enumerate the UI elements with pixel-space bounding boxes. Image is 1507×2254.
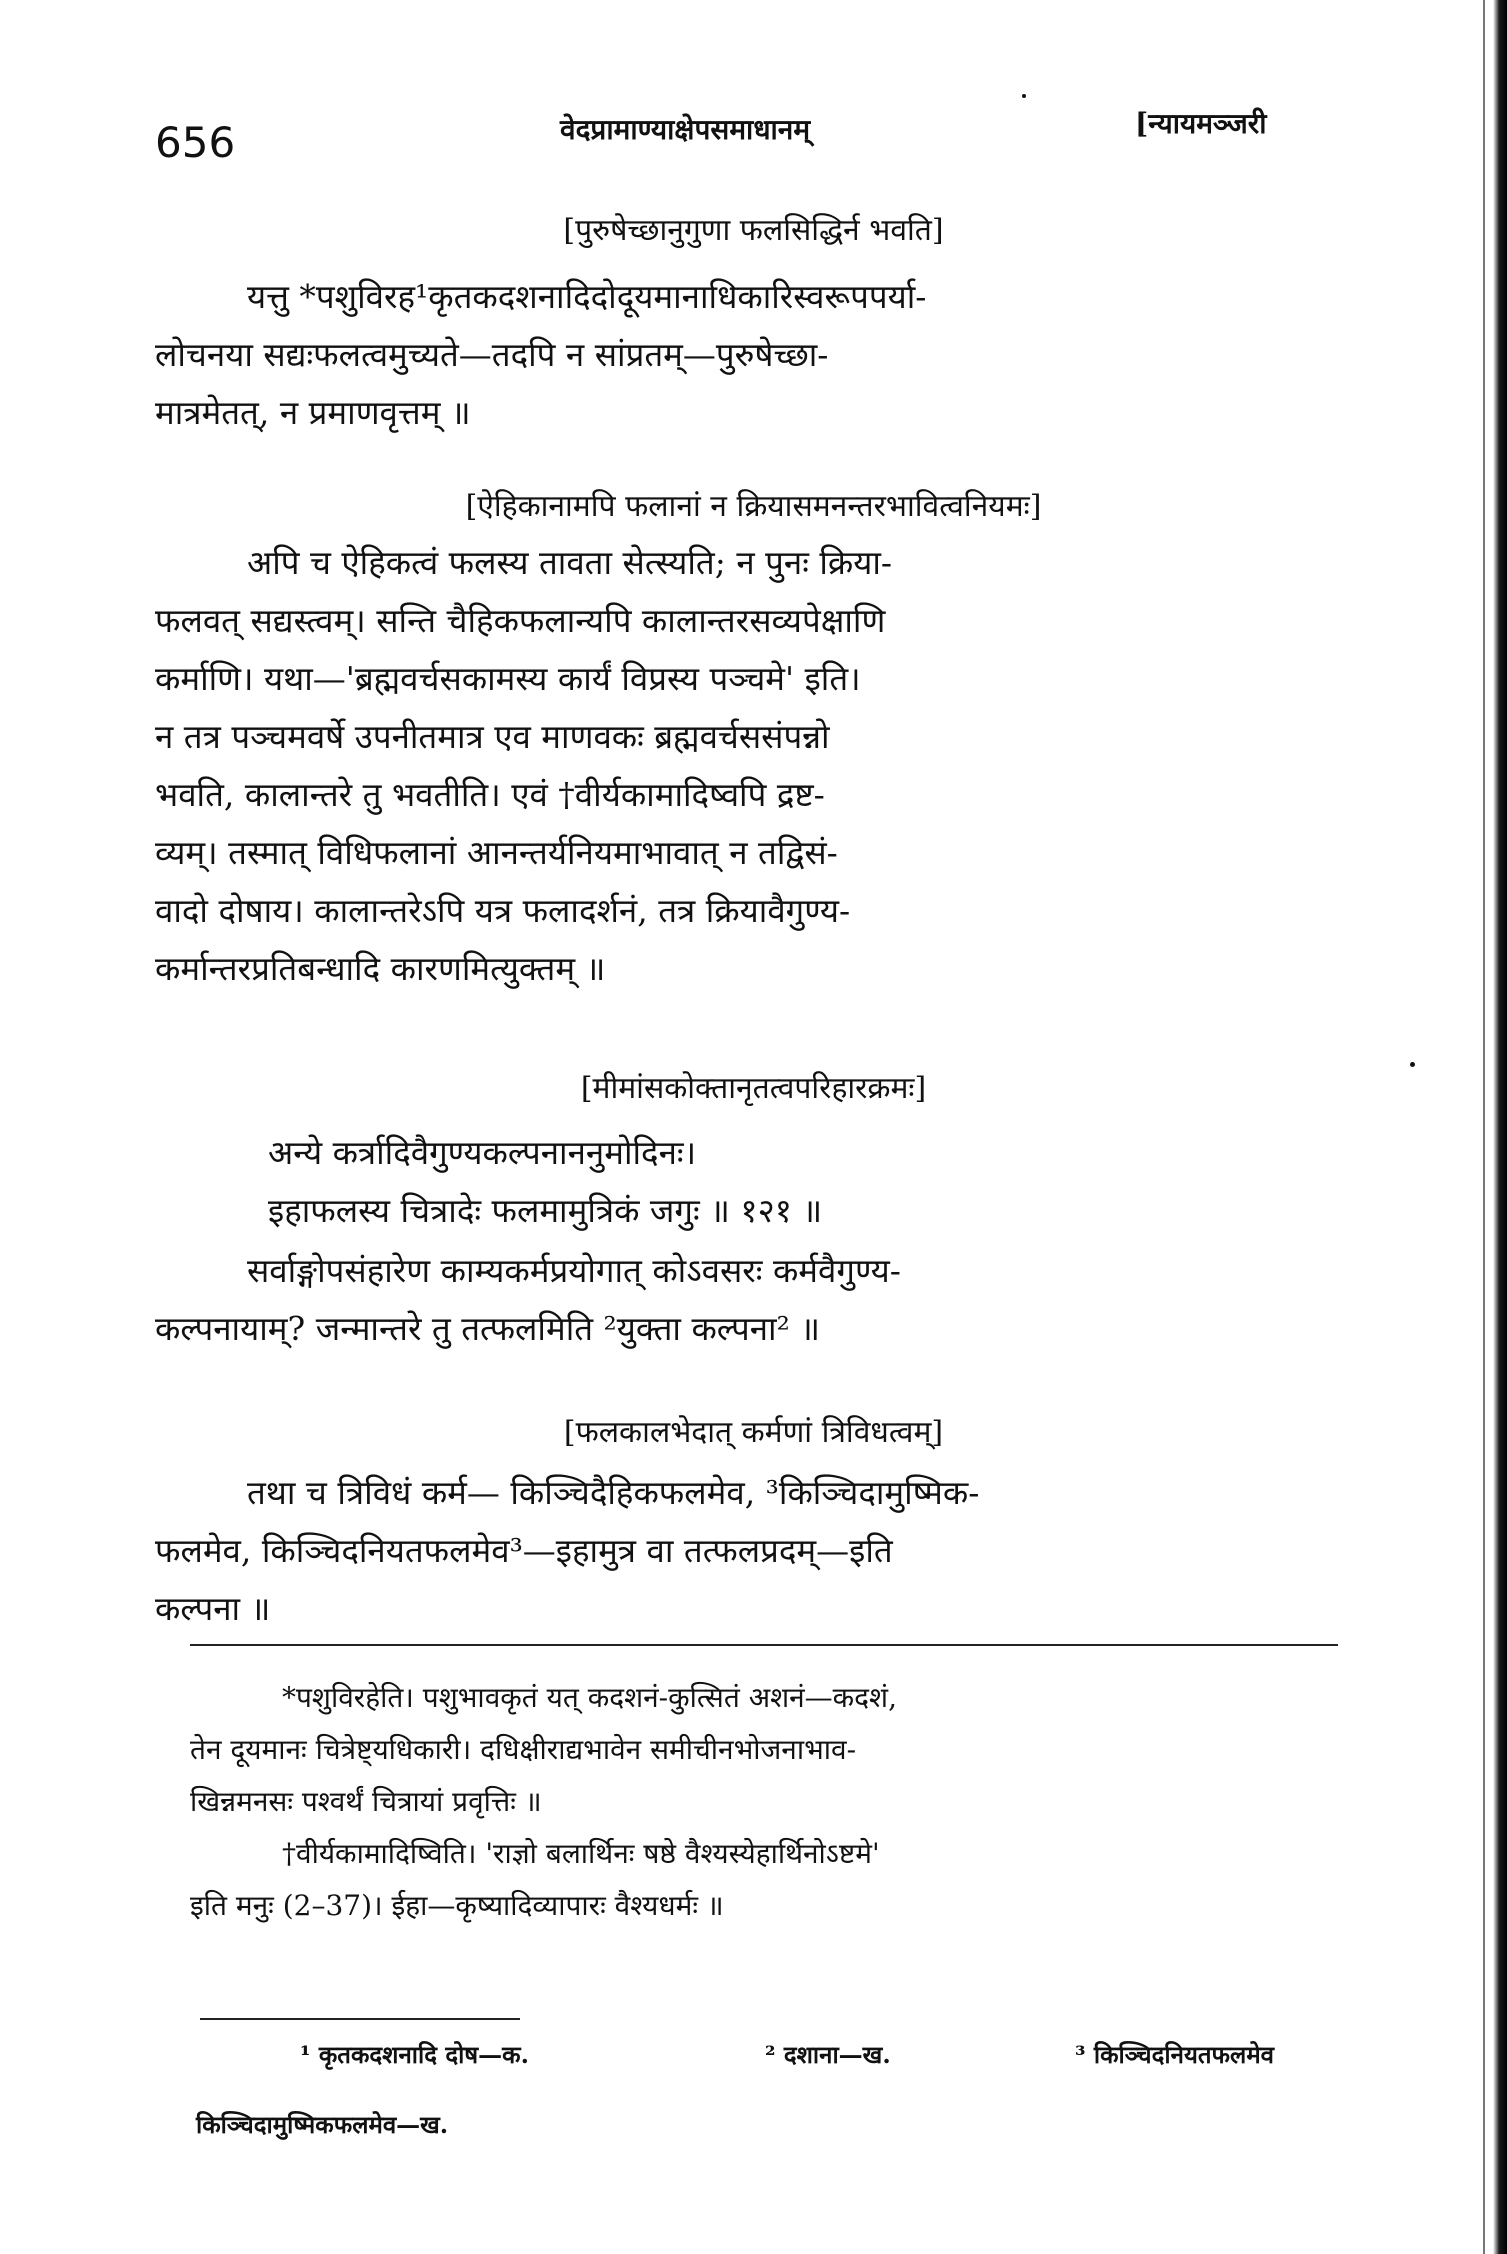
variant-reading-1: ¹ कृतकदशनादि दोष—क. xyxy=(300,2040,529,2069)
text-line: वादो दोषाय। कालान्तरेऽपि यत्र फलादर्शनं, तत्र क्रियावैगुण्य- xyxy=(155,891,851,930)
text-line: फलवत् सद्यस्त्वम्। सन्ति चैहिकफलान्यपि कालान्तरसव्यपेक्षाणि xyxy=(155,601,886,640)
variant-reading-2: ² दशाना—ख. xyxy=(765,2040,891,2069)
verse-line: इहाफलस्य चित्रादेः फलमामुत्रिकं जगुः ॥ १२१ ॥ xyxy=(268,1191,823,1230)
section-heading-1: [पुरुषेच्छानुगुणा फलसिद्धिर्न भवति] xyxy=(563,213,944,248)
footnote-line: खिन्नमनसः पश्वर्थं चित्रायां प्रवृत्तिः ॥ xyxy=(190,1785,542,1818)
paragraph-4 xyxy=(155,1464,1355,1638)
page-number: 656 xyxy=(155,118,236,167)
page-edge-line xyxy=(1483,0,1485,2254)
variant-reading-3: ³ किञ्चिदनियतफलमेव xyxy=(1075,2040,1275,2069)
section-heading-4: [फलकालभेदात् कर्मणां त्रिविधत्वम्] xyxy=(563,1415,944,1450)
section-heading-3: [मीमांसकोक्तानृतत्वपरिहारक्रमः] xyxy=(580,1071,927,1106)
running-right-title: [न्यायमञ्जरी xyxy=(1135,107,1267,140)
text-line: न तत्र पञ्चमवर्षे उपनीतमात्र एव माणवकः ब्रह्मवर्चससंपन्नो xyxy=(155,717,830,756)
variant-divider xyxy=(200,2018,520,2020)
running-title: वेदप्रामाण्याक्षेपसमाधानम् xyxy=(560,113,811,146)
text-line: कल्पना ॥ xyxy=(155,1589,271,1628)
footnote-divider xyxy=(190,1644,1338,1646)
text-line: कल्पनायाम्? जन्मान्तरे तु तत्फलमिति ²युक्ता कल्पना² ॥ xyxy=(155,1309,821,1348)
text-line: भवति, कालान्तरे तु भवतीति। एवं †वीर्यकामादिष्वपि द्रष्ट- xyxy=(155,775,825,814)
footnote-line: *पशुविरहेति। पशुभावकृतं यत् कदशनं-कुत्सितं अशनं—कदशं, xyxy=(282,1681,897,1714)
footnote-line: †वीर्यकामादिष्विति। 'राज्ञो बलार्थिनः षष्ठे वैश्यस्येहार्थिनोऽष्टमे' xyxy=(282,1837,880,1870)
variant-reading-3-continued: किञ्चिदामुष्मिकफलमेव—ख. xyxy=(196,2110,449,2139)
section-heading-2: [ऐहिकानामपि फलानां न क्रियासमनन्तरभावित्वनियमः] xyxy=(465,489,1042,524)
text-line: लोचनया सद्यःफलत्वमुच्यते—तदपि न सांप्रतम्—पुरुषेच्छा- xyxy=(155,335,829,374)
text-line: व्यम्। तस्मात् विधिफलानां आनन्तर्यनियमाभावात् न तद्विसं- xyxy=(155,833,838,872)
text-line: कर्मान्तरप्रतिबन्धादि कारणमित्युक्तम् ॥ xyxy=(155,949,606,988)
text-line: फलमेव, किञ्चिदनियतफलमेव³—इहामुत्र वा तत्फलप्रदम्—इति xyxy=(155,1531,893,1570)
text-line: तथा च त्रिविधं कर्म— किञ्चिदैहिकफलमेव, ³किञ्चिदामुष्मिक- xyxy=(247,1473,980,1512)
scan-speck xyxy=(1410,1062,1415,1067)
paragraph-2 xyxy=(155,534,1355,998)
footnote-line: तेन दूयमानः चित्रेष्ट्यधिकारी। दधिक्षीराद्यभावेन समीचीनभोजनाभाव- xyxy=(190,1733,857,1766)
text-line: कर्माणि। यथा—'ब्रह्मवर्चसकामस्य कार्यं विप्रस्य पञ्चमे' इति। xyxy=(155,659,861,698)
text-line: अपि च ऐहिकत्वं फलस्य तावता सेत्स्यति; न पुनः क्रिया- xyxy=(247,543,893,582)
verse-block xyxy=(268,1124,822,1240)
verse-line: अन्ये कर्त्रादिवैगुण्यकल्पनाननुमोदिनः। xyxy=(268,1133,697,1172)
paragraph-1 xyxy=(155,268,1355,442)
page-edge-shadow xyxy=(1493,0,1507,2254)
scan-speck xyxy=(1022,94,1026,98)
paragraph-3 xyxy=(155,1242,1355,1358)
commentary-footnotes xyxy=(190,1672,1340,1932)
footnote-line: इति मनुः (2–37)। ईहा—कृष्यादिव्यापारः वैश्यधर्मः ॥ xyxy=(190,1889,724,1922)
text-line: सर्वाङ्गोपसंहारेण काम्यकर्मप्रयोगात् कोऽवसरः कर्मवैगुण्य- xyxy=(247,1251,901,1290)
text-line: यत्तु *पशुविरह¹कृतकदशनादिदोदूयमानाधिकारिस्वरूपपर्या- xyxy=(247,277,927,316)
text-line: मात्रमेतत्, न प्रमाणवृत्तम् ॥ xyxy=(155,393,471,432)
